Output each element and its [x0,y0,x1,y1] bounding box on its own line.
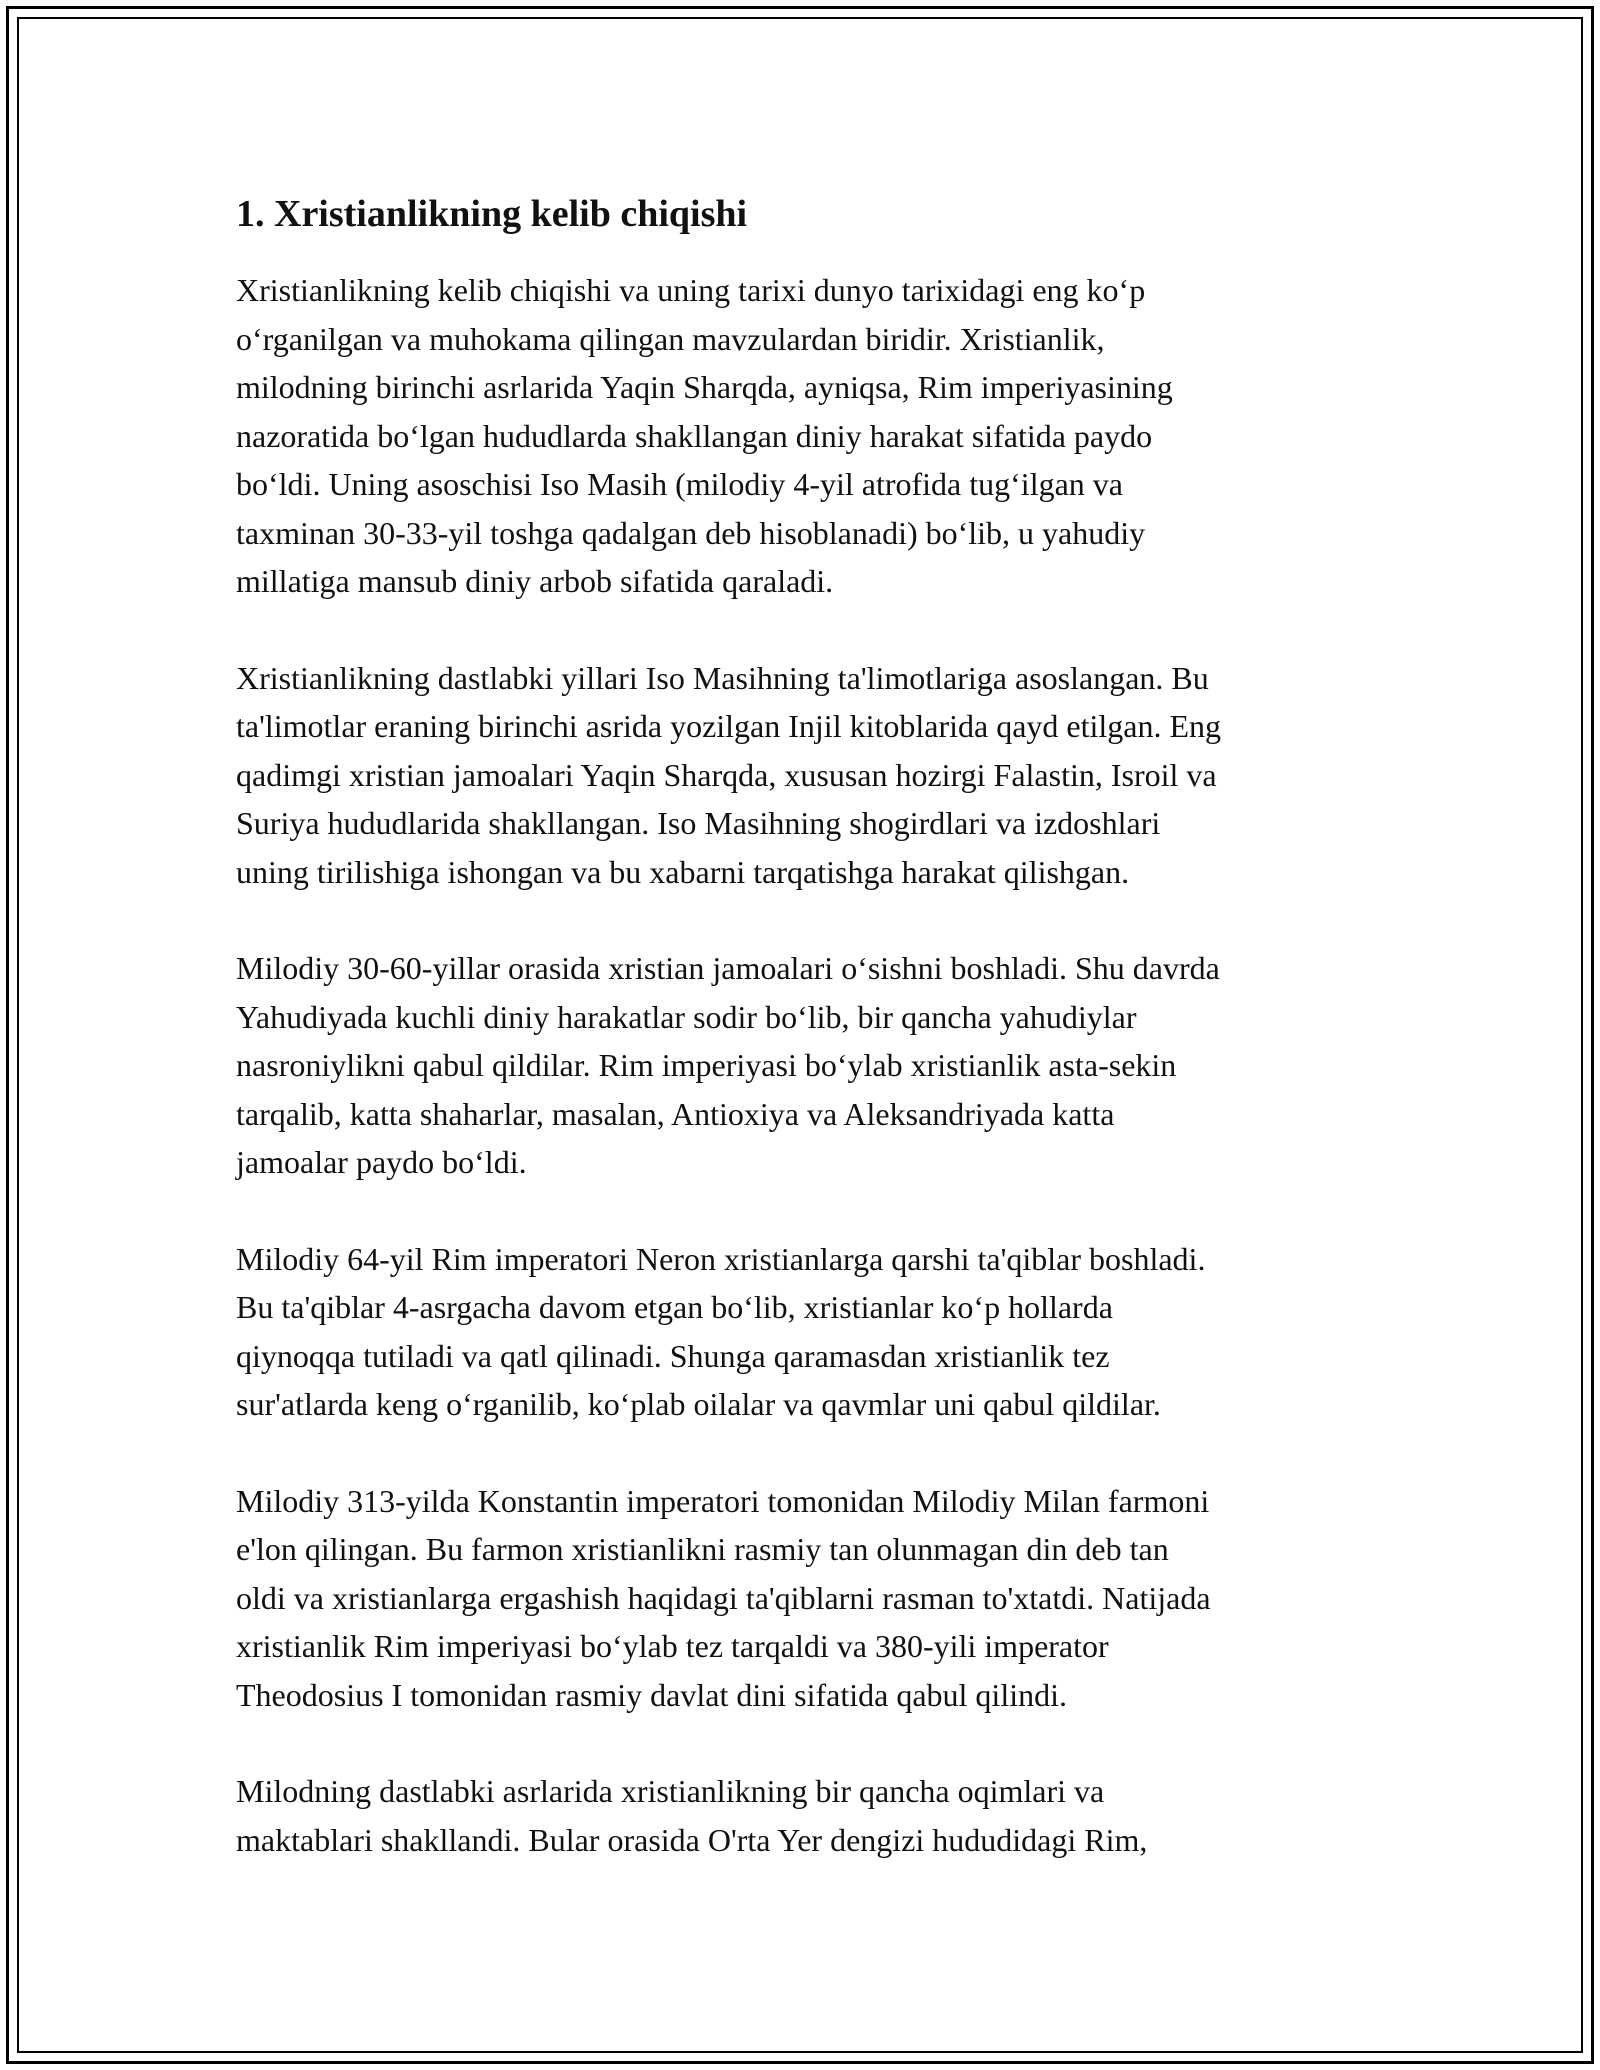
paragraph-line: nasroniylikni qabul qildilar. Rim imperiyasi bo‘ylab xristianlik asta-sekin [236,1047,1177,1083]
paragraph [236,654,1376,897]
paragraph-line: e'lon qilingan. Bu farmon xristianlikni rasmiy tan olunmagan din deb tan [236,1531,1169,1567]
paragraph-line: uning tirilishiga ishongan va bu xabarni tarqatishga harakat qilishgan. [236,853,1130,890]
paragraph-line: milodning birinchi asrlarida Yaqin Sharqda, ayniqsa, Rim imperiyasining [236,369,1173,405]
paragraph-line: tarqalib, katta shaharlar, masalan, Antioxiya va Aleksandriyada katta [236,1095,1115,1132]
paragraph [236,1477,1376,1720]
paragraph [236,1767,1376,1864]
paragraph [236,944,1376,1187]
paragraph-line: millatiga mansub diniy arbob sifatida qaraladi. [236,563,834,599]
paragraph-line: Suriya hududlarida shakllangan. Iso Masihning shogirdlari va izdoshlari [236,805,1161,841]
paragraph-line: qiynoqqa tutiladi va qatl qilinadi. Shunga qaramasdan xristianlik tez [236,1337,1110,1374]
paragraph-line: taxminan 30-33-yil toshga qadalgan deb hisoblanadi) bo‘lib, u yahudiy [236,514,1146,551]
paragraph-line: Xristianlikning kelib chiqishi va uning tarixi dunyo tarixidagi eng ko‘p [236,272,1146,308]
paragraph-line: Milodiy 30-60-yillar orasida xristian jamoalari o‘sishni boshladi. Shu davrda [236,950,1220,986]
document-body [236,180,1376,1912]
paragraph-line: qadimgi xristian jamoalari Yaqin Sharqda, xususan hozirgi Falastin, Isroil va [236,756,1217,793]
paragraph-line: sur'atlarda keng o‘rganilib, ko‘plab oilalar va qavmlar uni qabul qildilar. [236,1386,1161,1422]
paragraph-line: Xristianlikning dastlabki yillari Iso Masihning ta'limotlariga asoslangan. Bu [236,659,1209,696]
paragraph-line: Yahudiyada kuchli diniy harakatlar sodir bo‘lib, bir qancha yahudiylar [236,998,1137,1035]
paragraph-line: jamoalar paydo bo‘ldi. [236,1144,527,1180]
paragraph-line: ta'limotlar eraning birinchi asrida yozilgan Injil kitoblarida qayd etilgan. Eng [236,708,1222,744]
paragraph [236,1235,1376,1429]
paragraph-line: Bu ta'qiblar 4-asrgacha davom etgan bo‘lib, xristianlar ko‘p hollarda [236,1289,1113,1325]
paragraph-line: nazoratida bo‘lgan hududlarda shakllangan diniy harakat sifatida paydo [236,417,1153,454]
paragraph-line: Milodiy 313-yilda Konstantin imperatori tomonidan Milodiy Milan farmoni [236,1482,1210,1519]
paragraph-line: Theodosius I tomonidan rasmiy davlat dini sifatida qabul qilindi. [236,1676,1067,1713]
paragraph-line: maktablari shakllandi. Bular orasida O'rta Yer dengizi hududidagi Rim, [236,1821,1148,1858]
paragraph-line: xristianlik Rim imperiyasi bo‘ylab tez tarqaldi va 380-yili imperator [236,1628,1109,1664]
paragraph-list [236,266,1376,1864]
paragraph-line: oldi va xristianlarga ergashish haqidagi ta'qiblarni rasman to'xtatdi. Natijada [236,1579,1211,1616]
paragraph [236,266,1376,606]
section-heading: 1. Xristianlikning kelib chiqishi [236,193,748,235]
paragraph-line: Milodning dastlabki asrlarida xristianlikning bir qancha oqimlari va [236,1773,1105,1809]
paragraph-line: bo‘ldi. Uning asoschisi Iso Masih (milodiy 4-yil atrofida tug‘ilgan va [236,466,1123,502]
paragraph-line: Milodiy 64-yil Rim imperatori Neron xristianlarga qarshi ta'qiblar boshladi. [236,1240,1206,1277]
paragraph-line: o‘rganilgan va muhokama qilingan mavzulardan biridir. Xristianlik, [236,320,1105,357]
